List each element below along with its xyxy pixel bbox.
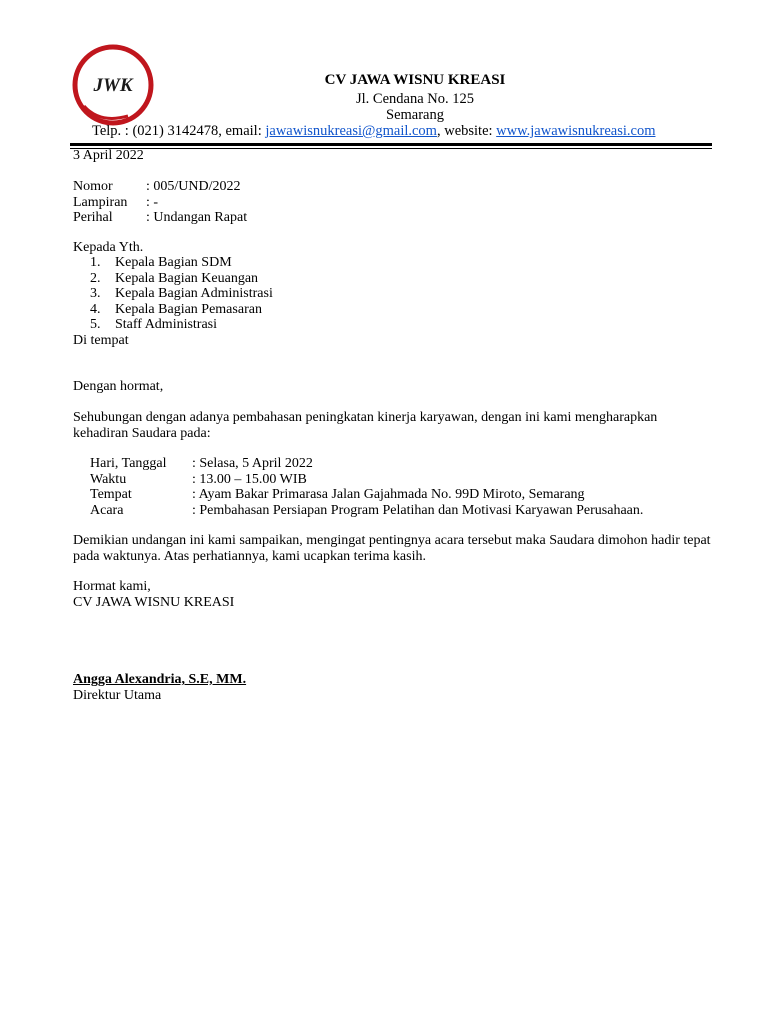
- event-row-place: [90, 487, 643, 503]
- list-item: [90, 271, 273, 287]
- list-number: 1.: [90, 255, 101, 270]
- meta-row-lampiran: [73, 195, 247, 211]
- recipient-name: Kepala Bagian Pemasaran: [115, 301, 262, 317]
- recipient-name: Kepala Bagian Keuangan: [115, 270, 259, 286]
- recipient-name: Staff Administrasi: [115, 317, 218, 332]
- list-number: 3.: [90, 286, 101, 301]
- event-label: Tempat: [90, 487, 132, 502]
- meta-row-nomor: [73, 179, 247, 195]
- list-item: [90, 317, 273, 333]
- event-details: [90, 456, 643, 518]
- list-number: 4.: [90, 301, 101, 317]
- event-row-date: [90, 456, 643, 472]
- list-item: [90, 286, 273, 302]
- company-logo: [70, 42, 156, 128]
- event-value: : Selasa, 5 April 2022: [192, 456, 313, 471]
- list-item: [90, 255, 273, 271]
- contact-prefix: Telp. : (021) 3142478, email:: [92, 123, 266, 139]
- body-paragraph-1: Sehubungan dengan adanya pembahasan peningkatan kinerja karyawan, dengan ini kami mengharapkan kehadiran Saudara pada:: [73, 410, 658, 441]
- event-label: Waktu: [90, 471, 127, 487]
- di-tempat: Di tempat: [73, 333, 129, 348]
- closing-salutation: Hormat kami,: [73, 579, 151, 594]
- event-row-time: [90, 472, 643, 488]
- letter-date: 3 April 2022: [73, 148, 144, 163]
- email-link[interactable]: jawawisnukreasi@gmail.com: [265, 123, 437, 139]
- recipient-name: Kepala Bagian SDM: [115, 255, 232, 270]
- closing-company: CV JAWA WISNU KREASI: [73, 595, 235, 610]
- signer-title: Direktur Utama: [73, 688, 162, 703]
- meta-label: Lampiran: [73, 194, 128, 210]
- event-row-agenda: [90, 503, 643, 519]
- body-paragraph-2: Demikian undangan ini kami sampaikan, mengingat pentingnya acara tersebut maka Saudara dimohon hadir tepat pada waktunya. Atas perhatiannya, kami ucapkan terima kasih.: [73, 533, 711, 564]
- meta-row-perihal: [73, 210, 247, 226]
- logo-text: JWK: [93, 75, 133, 96]
- event-value: : 13.00 – 15.00 WIB: [192, 471, 307, 487]
- letterhead-rule-thick: [70, 143, 712, 146]
- meta-value: : 005/UND/2022: [146, 179, 241, 194]
- meta-value: : Undangan Rapat: [146, 210, 248, 225]
- event-label: Hari, Tanggal: [90, 456, 167, 471]
- list-number: 5.: [90, 317, 101, 332]
- meta-label: Nomor: [73, 179, 113, 194]
- company-address: Jl. Cendana No. 125: [356, 91, 474, 107]
- event-value: : Ayam Bakar Primarasa Jalan Gajahmada No. 99D Miroto, Semarang: [192, 487, 585, 502]
- meta-value: : -: [146, 194, 159, 210]
- list-item: [90, 302, 273, 318]
- website-link[interactable]: www.jawawisnukreasi.com: [496, 123, 656, 139]
- recipients-list: [90, 255, 273, 333]
- signer-name: Angga Alexandria, S.E, MM.: [73, 672, 247, 687]
- contact-middle: , website:: [436, 123, 497, 139]
- meta-label: Perihal: [73, 210, 113, 225]
- company-contact: [92, 124, 656, 140]
- recipients-intro: Kepada Yth.: [73, 240, 144, 255]
- company-city: Semarang: [386, 107, 444, 123]
- event-value: : Pembahasan Persiapan Program Pelatihan dan Motivasi Karyawan Perusahaan.: [192, 502, 644, 518]
- list-number: 2.: [90, 270, 101, 286]
- greeting: Dengan hormat,: [73, 379, 164, 394]
- recipient-name: Kepala Bagian Administrasi: [115, 286, 273, 301]
- letter-meta: [73, 179, 247, 226]
- letterhead-rule-thin: [70, 148, 712, 149]
- event-label: Acara: [90, 502, 124, 518]
- company-name: CV JAWA WISNU KREASI: [324, 72, 506, 88]
